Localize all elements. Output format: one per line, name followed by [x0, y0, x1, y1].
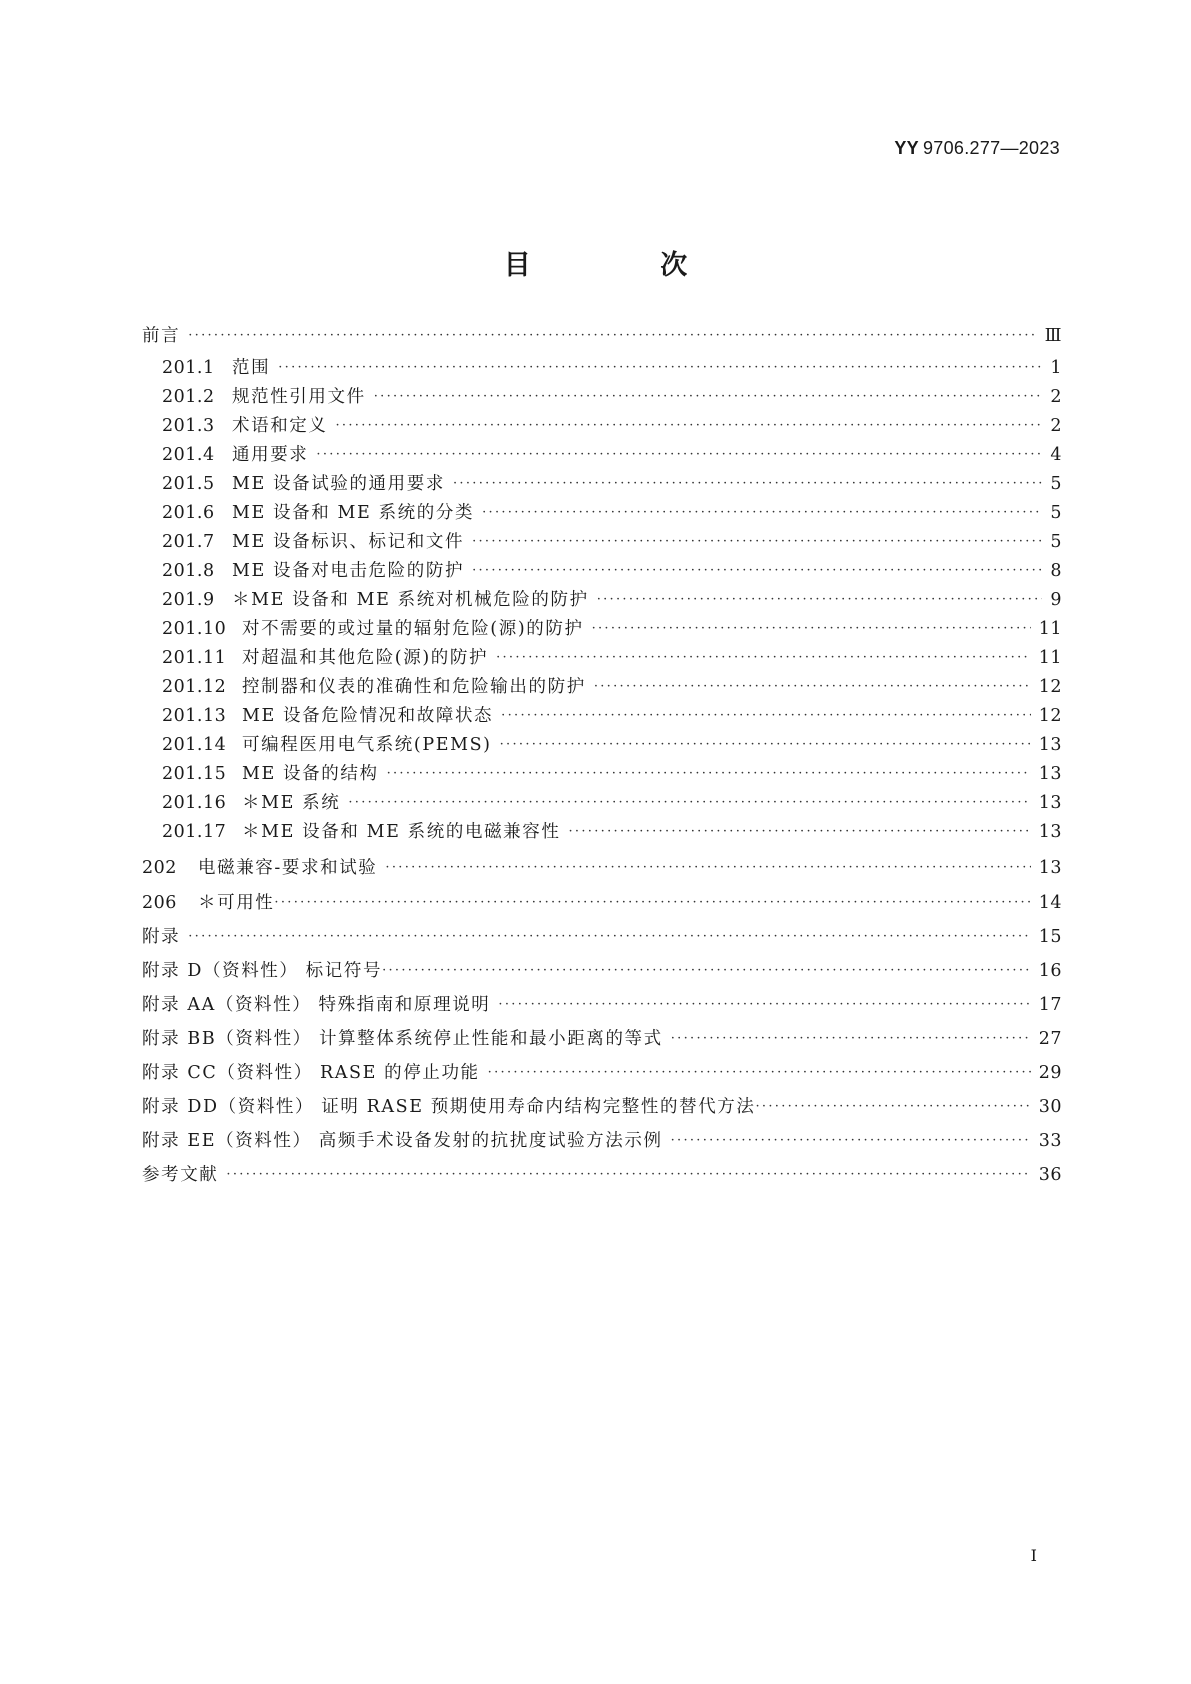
toc-entry-page: 4: [1050, 445, 1062, 465]
toc-entry-page: 12: [1038, 677, 1062, 697]
toc-entry-page: 11: [1038, 619, 1062, 639]
toc-leader-dots: [188, 328, 1036, 343]
toc-leader-dots: [756, 1099, 1031, 1114]
toc-entry-number: 201.6: [162, 503, 215, 523]
toc-leader-dots: [501, 708, 1031, 723]
toc-entry-label: ME 设备的结构: [242, 764, 379, 784]
toc-leader-dots: [671, 1031, 1031, 1046]
toc-entry-label: 附录 EE（资料性） 高频手术设备发射的抗扰度试验方法示例: [142, 1131, 663, 1151]
toc-entry-page: 8: [1050, 561, 1062, 581]
toc-leader-dots: [482, 505, 1042, 520]
toc-entry[interactable]: [162, 528, 1062, 552]
toc-leader-dots: [500, 737, 1031, 752]
toc-entry-page: 2: [1050, 416, 1062, 436]
toc-entry[interactable]: [162, 673, 1062, 697]
toc-entry-label: 规范性引用文件: [232, 387, 366, 407]
toc-leader-dots: [348, 795, 1030, 810]
toc-entry-number: 201.14: [162, 735, 227, 755]
toc-entry-label: ME 设备危险情况和故障状态: [242, 706, 494, 726]
toc-entry-number: 201.3: [162, 416, 215, 436]
page-number: Ⅰ: [1030, 1546, 1037, 1565]
toc-entry-label: 对不需要的或过量的辐射危险(源)的防护: [242, 619, 584, 639]
toc-entry-number: 201.4: [162, 445, 215, 465]
toc-entry-page: 13: [1038, 735, 1062, 755]
toc-leader-dots: [488, 1065, 1031, 1080]
toc-leader-dots: [597, 592, 1042, 607]
toc-entry-number: 201.11: [162, 648, 227, 668]
toc-entry-number: 201.5: [162, 474, 215, 494]
toc-leader-dots: [594, 679, 1031, 694]
toc-entry-annex-bb[interactable]: [142, 1025, 1062, 1049]
toc-entry-foreword[interactable]: [142, 322, 1062, 346]
toc-entry-label: 对超温和其他危险(源)的防护: [242, 648, 489, 668]
toc-entry[interactable]: [162, 499, 1062, 523]
toc-leader-dots: [472, 534, 1042, 549]
toc-entry-page: 15: [1038, 927, 1062, 947]
toc-leader-dots: [568, 824, 1030, 839]
toc-entry-page: 12: [1038, 706, 1062, 726]
toc-entry-label: 可编程医用电气系统(PEMS): [242, 735, 492, 755]
toc-entry-page: 27: [1038, 1029, 1062, 1049]
toc-entry-number: 201.2: [162, 387, 215, 407]
toc-entry-page: 36: [1038, 1165, 1062, 1185]
toc-entry-label: 附录 BB（资料性） 计算整体系统停止性能和最小距离的等式: [142, 1029, 663, 1049]
toc-entry-label: ＊ME 设备和 ME 系统的电磁兼容性: [242, 822, 561, 842]
toc-leader-dots: [336, 418, 1043, 433]
document-code: [894, 138, 1060, 159]
toc-entry-page: 14: [1038, 893, 1062, 913]
toc-entry-label: 控制器和仪表的准确性和危险输出的防护: [242, 677, 586, 697]
toc-entry-number: 201.7: [162, 532, 215, 552]
toc-entry-page: 13: [1038, 858, 1062, 878]
toc-entry-label: 附录 CC（资料性） RASE 的停止功能: [142, 1063, 480, 1083]
toc-entry-label: 附录 D（资料性） 标记符号: [142, 961, 383, 981]
toc-entry-page: 5: [1050, 532, 1062, 552]
toc-entry[interactable]: [162, 412, 1062, 436]
toc-entry-page: 11: [1038, 648, 1062, 668]
toc-entry-label: ＊ME 系统: [242, 793, 341, 813]
toc-entry-label: ＊可用性: [198, 893, 275, 913]
toc-entry-page: 9: [1050, 590, 1062, 610]
toc-entry-label: ME 设备对电击危险的防护: [232, 561, 465, 581]
toc-entry-annexes[interactable]: [142, 923, 1062, 947]
toc-entry-page: 2: [1050, 387, 1062, 407]
toc-entry-label: ME 设备标识、标记和文件: [232, 532, 465, 552]
toc-entry-page: 5: [1050, 474, 1062, 494]
toc-entry-number: 206: [142, 893, 177, 913]
toc-entry[interactable]: [162, 586, 1062, 610]
toc-leader-dots: [592, 621, 1031, 636]
toc-entry-annex-aa[interactable]: [142, 991, 1062, 1015]
toc-entry-bibliography[interactable]: [142, 1161, 1062, 1185]
toc-entry-annex-cc[interactable]: [142, 1059, 1062, 1083]
toc-entry-number: 201.1: [162, 358, 215, 378]
toc-leader-dots: [496, 650, 1031, 665]
toc-entry-page: 13: [1038, 764, 1062, 784]
toc-entry-label: ＊ME 设备和 ME 系统对机械危险的防护: [232, 590, 589, 610]
toc-entry-number: 201.16: [162, 793, 227, 813]
toc-leader-dots: [453, 476, 1042, 491]
toc-entry-page: 16: [1038, 961, 1062, 981]
toc-leader-dots: [274, 895, 1030, 910]
standard-number: 9706.277—2023: [922, 138, 1060, 158]
toc-leader-dots: [278, 360, 1042, 375]
toc-entry[interactable]: [162, 731, 1062, 755]
toc-entry-label: ME 设备试验的通用要求: [232, 474, 445, 494]
toc-entry[interactable]: [162, 354, 1062, 378]
toc-entry-label: 通用要求: [232, 445, 309, 465]
toc-entry-label: 范围: [232, 358, 271, 378]
toc-entry-number: 201.8: [162, 561, 215, 581]
toc-entry-number: 201.12: [162, 677, 227, 697]
toc-leader-dots: [498, 997, 1030, 1012]
toc-entry[interactable]: [162, 383, 1062, 407]
toc-entry[interactable]: [162, 470, 1062, 494]
toc-entry[interactable]: [162, 441, 1062, 465]
toc-entry-page: 33: [1038, 1131, 1062, 1151]
toc-entry-annex-dd[interactable]: [142, 1093, 1062, 1117]
toc-entry-number: 201.9: [162, 590, 215, 610]
toc-entry-number: 201.17: [162, 822, 227, 842]
toc-leader-dots: [382, 963, 1031, 978]
toc-entry-page: 17: [1038, 995, 1062, 1015]
toc-leader-dots: [226, 1167, 1030, 1182]
toc-leader-dots: [374, 389, 1042, 404]
toc-leader-dots: [188, 929, 1031, 944]
standard-prefix: YY: [894, 138, 919, 158]
toc-entry[interactable]: [162, 760, 1062, 784]
toc-entry-page: 13: [1038, 822, 1062, 842]
toc-entry-page: Ⅲ: [1044, 326, 1062, 346]
toc-entry-number: 201.13: [162, 706, 227, 726]
toc-entry[interactable]: [162, 557, 1062, 581]
toc-entry-label: 前言: [142, 326, 181, 346]
toc-entry[interactable]: [162, 644, 1062, 668]
toc-entry[interactable]: [162, 615, 1062, 639]
toc-entry-label: 电磁兼容-要求和试验: [198, 858, 378, 878]
toc-entry-label: 附录 DD（资料性） 证明 RASE 预期使用寿命内结构完整性的替代方法: [142, 1097, 756, 1117]
toc-entry-annex-ee[interactable]: [142, 1127, 1062, 1151]
toc-entry-page: 1: [1050, 358, 1062, 378]
toc-entry-label: 术语和定义: [232, 416, 328, 436]
toc-entry-number: 201.10: [162, 619, 227, 639]
toc-entry-number: 202: [142, 858, 177, 878]
page-title: 目 次: [503, 250, 748, 281]
toc-leader-dots: [472, 563, 1042, 578]
toc-entry[interactable]: [162, 789, 1062, 813]
toc-entry-label: ME 设备和 ME 系统的分类: [232, 503, 475, 523]
toc-entry-label: 附录 AA（资料性） 特殊指南和原理说明: [142, 995, 491, 1015]
toc-entry[interactable]: [162, 702, 1062, 726]
toc-entry-label: 参考文献: [142, 1165, 219, 1185]
toc-leader-dots: [385, 860, 1030, 875]
toc-entry-page: 30: [1038, 1097, 1062, 1117]
toc-entry-page: 13: [1038, 793, 1062, 813]
toc-leader-dots: [671, 1133, 1031, 1148]
toc-leader-dots: [316, 447, 1042, 462]
toc-entry-page: 29: [1038, 1063, 1062, 1083]
toc-entry-label: 附录: [142, 927, 181, 947]
toc-entry-number: 201.15: [162, 764, 227, 784]
toc-leader-dots: [387, 766, 1031, 781]
toc-entry[interactable]: [162, 818, 1062, 842]
toc-entry[interactable]: [142, 854, 1062, 878]
toc-entry-page: 5: [1050, 503, 1062, 523]
toc-entry[interactable]: [142, 889, 1062, 913]
toc-entry-annex-d[interactable]: [142, 957, 1062, 981]
